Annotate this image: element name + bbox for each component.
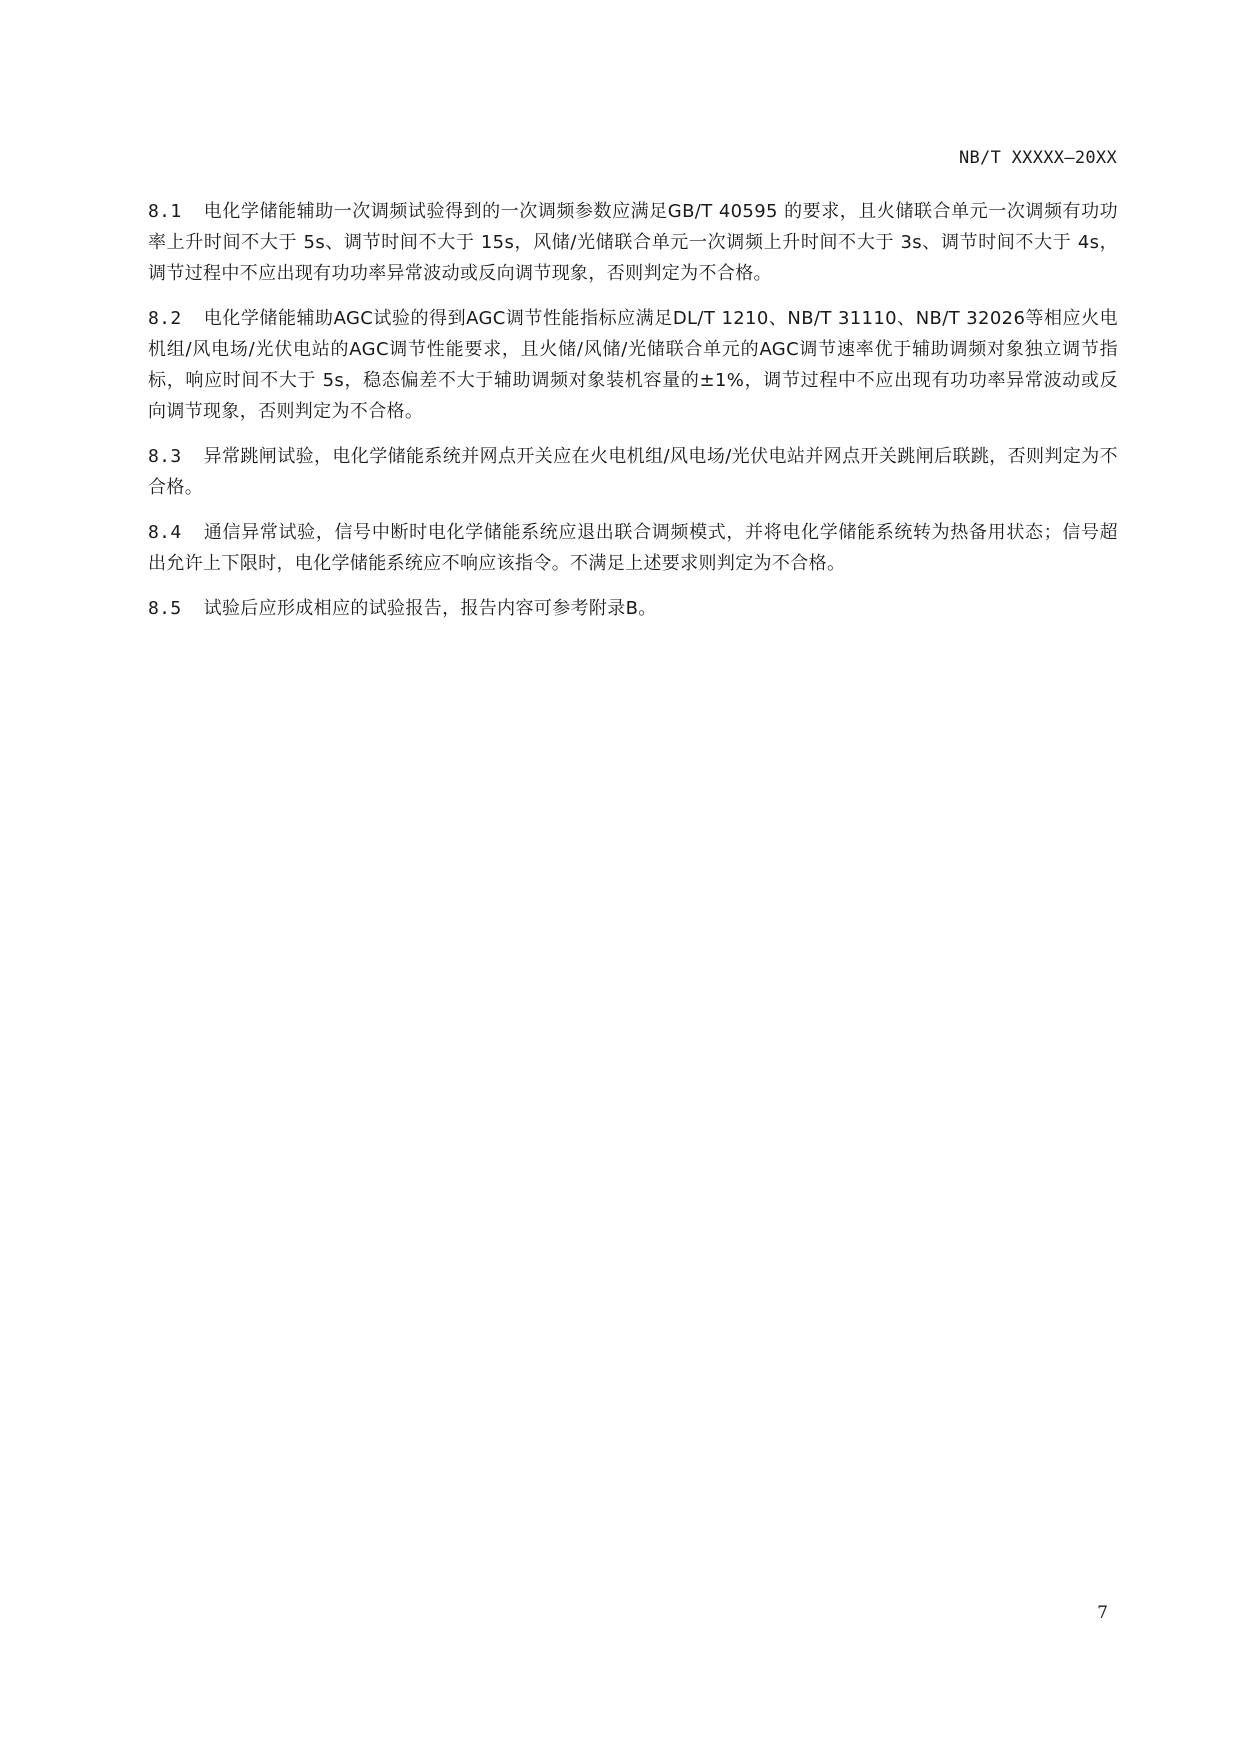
- clause-text: 电化学储能辅助AGC试验的得到AGC调节性能指标应满足DL/T 1210、NB/T 31110、NB/T 32026等相应火电机组/风电场/光伏电站的AGC调节性能要求，且火储/风储/光储联合单元的AGC调节速率优于辅助调频对象独立调节指标，响应时间不大于 5s，稳态偏差不大于辅助调频对象装机容量的±1%，调节过程中不应出现有功功率异常波动或反向调节现象，否则判定为不合格。: [148, 308, 1118, 422]
- clause-text: 试验后应形成相应的试验报告，报告内容可参考附录B。: [203, 598, 657, 619]
- clause-number: 8.1: [148, 201, 182, 222]
- clause-number: 8.5: [148, 598, 182, 619]
- clause-8-4: [148, 517, 1118, 579]
- document-body: [148, 196, 1118, 638]
- clause-8-2: [148, 303, 1118, 427]
- clause-8-5: [148, 593, 1118, 624]
- clause-8-1: [148, 196, 1118, 289]
- clause-text: 异常跳闸试验，电化学储能系统并网点开关应在火电机组/风电场/光伏电站并网点开关跳闸后联跳，否则判定为不合格。: [148, 446, 1118, 498]
- clause-number: 8.4: [148, 522, 182, 543]
- standard-code-header: NB/T XXXXX—20XX: [958, 148, 1117, 168]
- clause-8-3: [148, 441, 1118, 503]
- page-number: 7: [1097, 1603, 1108, 1623]
- clause-number: 8.2: [148, 308, 182, 329]
- clause-number: 8.3: [148, 446, 182, 467]
- clause-text: 通信异常试验，信号中断时电化学储能系统应退出联合调频模式，并将电化学储能系统转为热备用状态；信号超出允许上下限时，电化学储能系统应不响应该指令。不满足上述要求则判定为不合格。: [148, 522, 1118, 574]
- clause-text: 电化学储能辅助一次调频试验得到的一次调频参数应满足GB/T 40595 的要求，且火储联合单元一次调频有功功率上升时间不大于 5s、调节时间不大于 15s，风储/光储联合单元一次调频上升时间不大于 3s、调节时间不大于 4s，调节过程中不应出现有功功率异常波动或反向调节现象，否则判定为不合格。: [148, 201, 1118, 284]
